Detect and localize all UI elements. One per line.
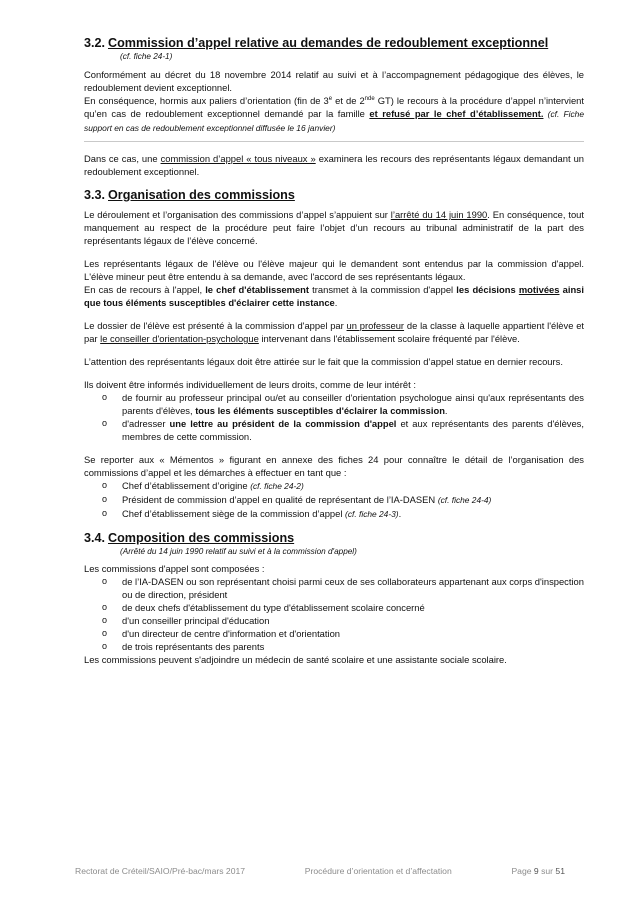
text-run: de l’IA-DASEN ou son représentant choisi parmi ceux de ses collaborateurs appartenant aux corps d'inspection ou de direction, président [122,576,584,600]
underlined-text: commission d’appel « tous niveaux » [160,153,316,164]
section-reference: (cf. fiche 24-1) [120,52,173,61]
list-item [84,391,584,417]
spacer [84,443,584,453]
text-run: Les commissions d'appel sont composées : [84,563,265,574]
text-run: En conséquence, hormis aux paliers d’orientation (fin de 3 [84,95,329,106]
text-run: L’attention des représentants légaux doit être attirée sur le fait que la commission d’appel statue en dernier recours. [84,356,563,367]
section-number: 3.4. [84,531,106,545]
section-reference: (Arrêté du 14 juin 1990 relatif au suivi et à la commission d'appel) [120,547,357,556]
bold-text: le chef d'établissement [205,284,310,295]
section-3-2-heading [84,36,584,51]
text-run: intervenant dans l'établissement scolaire fréquenté par l'élève. [258,333,520,344]
italic-note: (cf. fiche 24-3) [345,509,399,519]
paragraph [84,68,584,94]
text-run: Chef d’établissement d’origine [122,480,251,491]
text-run: Ils doivent être informés individuellement de leurs droits, comme de leur intérêt : [84,379,416,390]
section-number: 3.3. [84,188,106,202]
superscript: e [328,95,333,102]
section-title: Composition des commissions [108,531,295,545]
text-run: . [334,297,338,308]
bullet-icon: o [102,418,108,428]
italic-note: (cf. fiche 24-4) [437,495,492,505]
paragraph [84,257,584,283]
text-run: de la classe à laquelle appartient l'élève et par [84,320,585,344]
paragraph [84,152,584,178]
page-footer [75,866,565,876]
list-item [84,614,584,627]
text-run: d'un conseiller principal d'éducation [122,615,270,626]
text-run: d'un directeur de centre d'information et d'orientation [122,628,341,639]
paragraph [84,355,584,368]
superscript: nde [364,95,375,102]
text-run: Chef d’établissement siège de la commission d’appel [122,508,346,519]
paragraph [84,208,584,247]
list-item [84,601,584,614]
text-run: . En conséquence, tout manquement au respect de la procédure peut faire l’objet d’un recours au tribunal administratif de la part des représentants légaux de l’élève concerné. [84,209,585,246]
italic-note: (cf. fiche 24-2) [250,481,304,491]
page-content [84,36,584,666]
section-3-3-heading [84,188,584,203]
bold-text: une lettre au président de la commission d'appel [169,418,397,429]
paragraph [84,283,584,309]
list-item [84,640,584,653]
paragraph [84,319,584,345]
bullet-icon: o [102,508,108,518]
spacer [84,247,584,257]
emphasis-text: motivées [518,284,560,295]
rights-list [84,391,584,443]
paragraph [84,562,584,575]
bullet-icon: o [102,628,108,638]
italic-note: (cf. Fiche support en cas de redoublement exceptionnel diffusée le 16 janvier) [84,109,584,133]
section-number: 3.2. [84,36,106,50]
text-run: . [398,508,402,519]
list-item [84,479,584,493]
section-3-2-box [84,62,584,142]
paragraph [84,453,584,479]
bullet-icon: o [102,615,108,625]
text-run: . [444,405,448,416]
bullet-icon: o [102,602,108,612]
text-run: de trois représentants des parents [122,641,265,652]
underlined-text: le conseiller d'orientation-psychologue [100,333,259,344]
text-run: GT) le recours à la procédure d’appel n’intervient qu’en cas de redoublement exceptionnel demandé par la famille [84,95,584,119]
text-run: de deux chefs d'établissement du type d'établissement scolaire concerné [122,602,425,613]
composition-list [84,575,584,653]
bullet-icon: o [102,641,108,651]
spacer [84,368,584,378]
spacer [84,345,584,355]
text-run: d'adresser [122,418,170,429]
footer-center: Procédure d’orientation et d’affectation [304,866,452,876]
emphasis-text: et refusé par le chef d’établissement. [369,108,544,119]
bold-text: tous les éléments susceptibles d'éclairer la commission [195,405,445,416]
text-run: examinera les recours des représentants légaux demandant un redoublement exceptionnel. [84,153,585,177]
text-run: de fournir au professeur principal ou/et au conseiller d'orientation psychologue ainsi qu'aux représentants des parents d'élèves, [122,392,584,416]
bullet-icon: o [102,480,108,490]
section-3-4 [84,531,584,666]
text-run: sur [538,866,556,876]
text-run: En cas de recours à l'appel, [84,284,206,295]
section-3-4-heading [84,531,584,546]
list-item [84,493,584,507]
section-title: Organisation des commissions [108,188,295,202]
memento-list [84,479,584,521]
paragraph [84,94,584,135]
page-number [511,866,565,876]
paragraph [84,653,584,666]
text-run: Conformément au décret du 18 novembre 2014 relatif au suivi et à l’accompagnement pédagogique des élèves, le redoublement devient exceptionnel. [84,69,584,93]
section-title: Commission d’appel relative au demandes de redoublement exceptionnel [108,36,549,50]
total-pages: 51 [555,866,565,876]
bullet-icon: o [102,392,108,402]
text-run: Dans ce cas, une [84,153,161,164]
bullet-icon: o [102,576,108,586]
underlined-text: un professeur [346,320,405,331]
text-run: transmet à la commission d'appel [309,284,457,295]
list-item [84,507,584,521]
text-run: Se reporter aux « Mémentos » figurant en annexe des fiches 24 pour connaître le détail de l’organisation des commissions d’appel et les démarches à effectuer en tant que : [84,454,584,478]
spacer [84,142,584,152]
spacer [84,309,584,319]
list-item [84,417,584,443]
list-item [84,575,584,601]
text-run: Président de commission d’appel en qualité de représentant de l’IA-DASEN [122,494,438,505]
bold-text: ainsi que tous éléments susceptibles d'éclairer cette instance [84,284,584,308]
bullet-icon: o [102,494,108,504]
text-run: Le dossier de l'élève est présenté à la commission d'appel par [84,320,347,331]
list-item [84,627,584,640]
current-page: 9 [533,866,539,876]
bold-text: les décisions [456,284,519,295]
text-run: et de 2 [332,95,365,106]
footer-left: Rectorat de Créteil/SAIO/Pré-bac/mars 2017 [75,866,246,876]
underlined-text: l’arrêté du 14 juin 1990 [390,209,488,220]
text-run: Page [511,866,534,876]
text-run: Les commissions peuvent s'adjoindre un médecin de santé scolaire et une assistante sociale scolaire. [84,654,507,665]
text-run: et aux représentants des parents d'élèves, membres de cette commission. [122,418,584,442]
text-run: Les représentants légaux de l'élève ou l'élève majeur qui le demandent sont entendus par la commission d'appel. L'élève mineur peut être entendu à sa demande, avec l'accord de ses représentants légaux. [84,258,584,282]
text-run: Le déroulement et l’organisation des commissions d’appel s’appuient sur [84,209,391,220]
section-3-2 [84,36,584,178]
paragraph [84,378,584,391]
section-3-3 [84,188,584,521]
